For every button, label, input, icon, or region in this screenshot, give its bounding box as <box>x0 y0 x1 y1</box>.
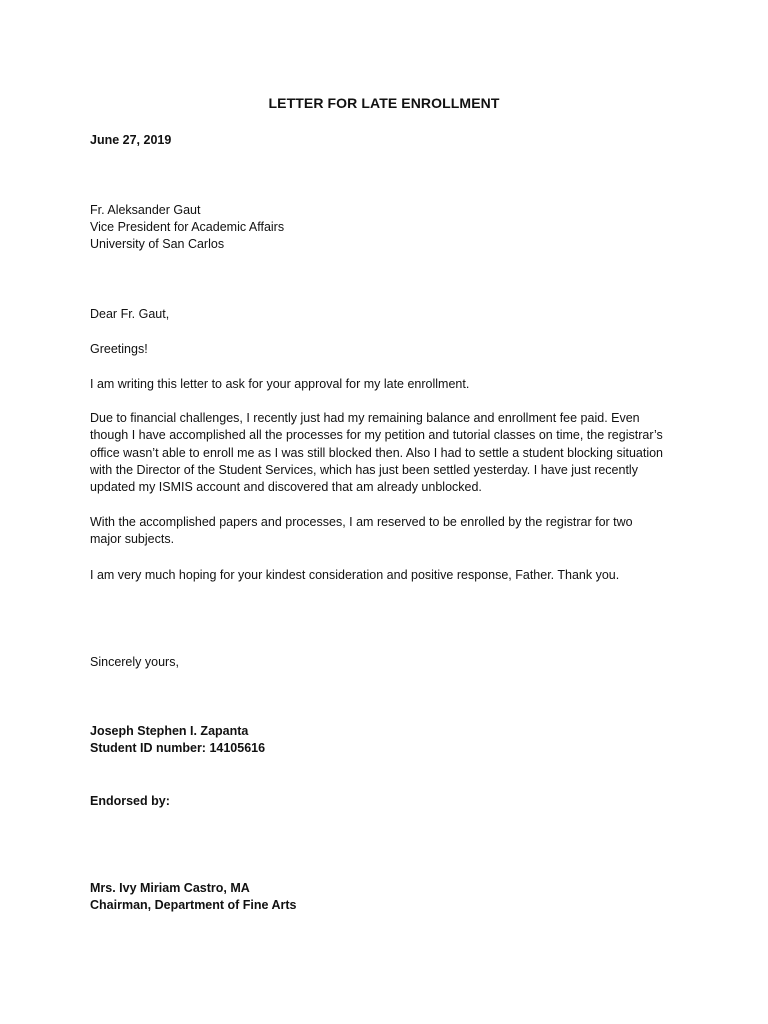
endorser-position: Chairman, Department of Fine Arts <box>90 898 297 912</box>
paragraph-2-line: office wasn’t able to enroll me as I was still blocked then. Also I had to settle a student blocking situation <box>90 445 664 460</box>
recipient-institution: University of San Carlos <box>90 237 225 251</box>
letter-date: June 27, 2019 <box>90 133 172 147</box>
paragraph-1: I am writing this letter to ask for your approval for my late enrollment. <box>90 377 470 391</box>
recipient-name: Fr. Aleksander Gaut <box>90 203 201 217</box>
paragraph-2-line: Due to financial challenges, I recently just had my remaining balance and enrollment fee paid. Even <box>90 411 640 425</box>
paragraph-2-line: though I have accomplished all the processes for my petition and tutorial classes on time, the registrar’s <box>90 428 663 443</box>
sender-name: Joseph Stephen I. Zapanta <box>90 724 249 738</box>
letter-title: LETTER FOR LATE ENROLLMENT <box>268 95 500 111</box>
paragraph-4: I am very much hoping for your kindest consideration and positive response, Father. Thank you. <box>90 568 620 582</box>
sender-student-id: Student ID number: 14105616 <box>90 741 266 755</box>
paragraph-3-line: major subjects. <box>90 532 175 547</box>
paragraph-2-line: with the Director of the Student Services, which has just been settled yesterday. I have just recently <box>90 462 638 477</box>
salutation: Dear Fr. Gaut, <box>90 307 170 321</box>
paragraph-2-line: updated my ISMIS account and discovered that am already unblocked. <box>90 480 482 495</box>
paragraph-3-line: With the accomplished papers and processes, I am reserved to be enrolled by the registrar for two <box>90 515 633 529</box>
greeting: Greetings! <box>90 342 148 356</box>
paragraph-2 <box>90 410 690 496</box>
closing: Sincerely yours, <box>90 655 179 669</box>
recipient-position: Vice President for Academic Affairs <box>90 220 285 234</box>
paragraph-3 <box>90 514 690 549</box>
endorser-name: Mrs. Ivy Miriam Castro, MA <box>90 881 250 895</box>
endorsed-label: Endorsed by: <box>90 794 170 808</box>
